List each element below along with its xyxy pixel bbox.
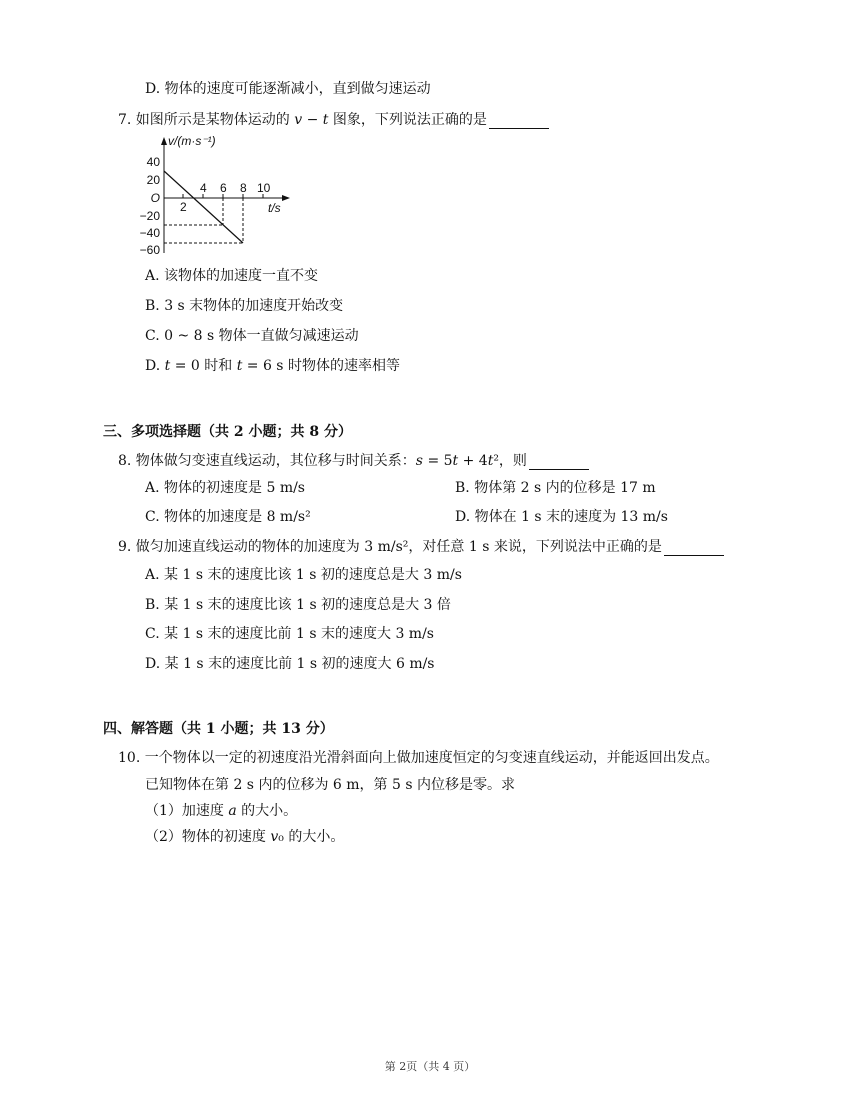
y-tick-40: 40 (146, 155, 160, 169)
x-axis-label: t/s (268, 201, 281, 215)
x-tick-label-8: 8 (240, 181, 247, 195)
q7-stem-text: 7. 如图所示是某物体运动的 𝑣 − 𝑡 图象，下列说法正确的是 (118, 112, 487, 128)
x-tick-label-2: 2 (180, 200, 187, 214)
q10-part2: （2）物体的初速度 𝑣₀ 的大小。 (145, 829, 345, 845)
y-tick-neg20: −20 (140, 209, 160, 223)
y-axis-label: v/(m·s⁻¹) (168, 134, 216, 148)
q9-option-d: D. 某 1 s 末的速度比前 1 s 初的速度大 6 m/s (145, 656, 435, 672)
section-4-title: 四、解答题（共 1 小题；共 13 分） (103, 721, 334, 737)
y-tick-20: 20 (146, 173, 160, 187)
x-tick-label-4: 4 (200, 181, 207, 195)
q7-option-b: B. 3 s 末物体的加速度开始改变 (145, 298, 344, 314)
q8-option-b: B. 物体第 2 s 内的位移是 17 m (455, 480, 656, 496)
answer-blank (529, 455, 589, 470)
q8-stem-text: 8. 物体做匀变速直线运动，其位移与时间关系：𝑠 = 5𝑡 + 4𝑡²，则 (118, 453, 527, 469)
y-tick-neg60: −60 (140, 243, 160, 257)
q7-option-d: D. 𝑡 = 0 时和 𝑡 = 6 s 时物体的速率相等 (145, 358, 400, 374)
q9-option-c: C. 某 1 s 末的速度比前 1 s 末的速度大 3 m/s (145, 626, 434, 642)
q7-option-c: C. 0 ~ 8 s 物体一直做匀减速运动 (145, 328, 359, 344)
answer-blank (489, 114, 549, 129)
x-axis-arrow (282, 195, 290, 201)
q10-line2: 已知物体在第 2 s 内的位移为 6 m，第 5 s 内位移是零。求 (145, 777, 515, 793)
q6-option-d: D. 物体的速度可能逐渐减小，直到做匀速运动 (145, 81, 431, 97)
q9-stem-text: 9. 做匀加速直线运动的物体的加速度为 3 m/s²，对任意 1 s 来说，下列说法中正确的是 (118, 539, 662, 555)
y-axis-arrow (161, 137, 167, 145)
vt-graph (140, 133, 300, 257)
q8-option-d: D. 物体在 1 s 末的速度为 13 m/s (455, 509, 668, 525)
q10-line1: 10. 一个物体以一定的初速度沿光滑斜面向上做加速度恒定的匀变速直线运动，并能返回出发点。 (118, 750, 719, 766)
q9-option-b: B. 某 1 s 末的速度比该 1 s 初的速度总是大 3 倍 (145, 597, 451, 613)
q9-option-a: A. 某 1 s 末的速度比该 1 s 初的速度总是大 3 m/s (145, 567, 462, 583)
origin-label: O (150, 191, 160, 205)
q10-part1: （1）加速度 𝑎 的大小。 (145, 803, 298, 819)
section-3-title: 三、多项选择题（共 2 小题；共 8 分） (103, 424, 352, 440)
answer-blank (664, 541, 724, 556)
page-footer: 第 2页（共 4 页） (384, 1060, 476, 1073)
q7-stem (118, 111, 549, 129)
q8-option-a: A. 物体的初速度是 5 m/s (145, 480, 305, 496)
y-tick-neg40: −40 (140, 226, 160, 240)
x-tick-label-6: 6 (220, 181, 227, 195)
x-tick-label-10: 10 (257, 181, 271, 195)
q8-option-c: C. 物体的加速度是 8 m/s² (145, 509, 311, 525)
q9-stem (118, 538, 724, 556)
q8-stem (118, 452, 589, 470)
q7-option-a: A. 该物体的加速度一直不变 (145, 268, 319, 284)
